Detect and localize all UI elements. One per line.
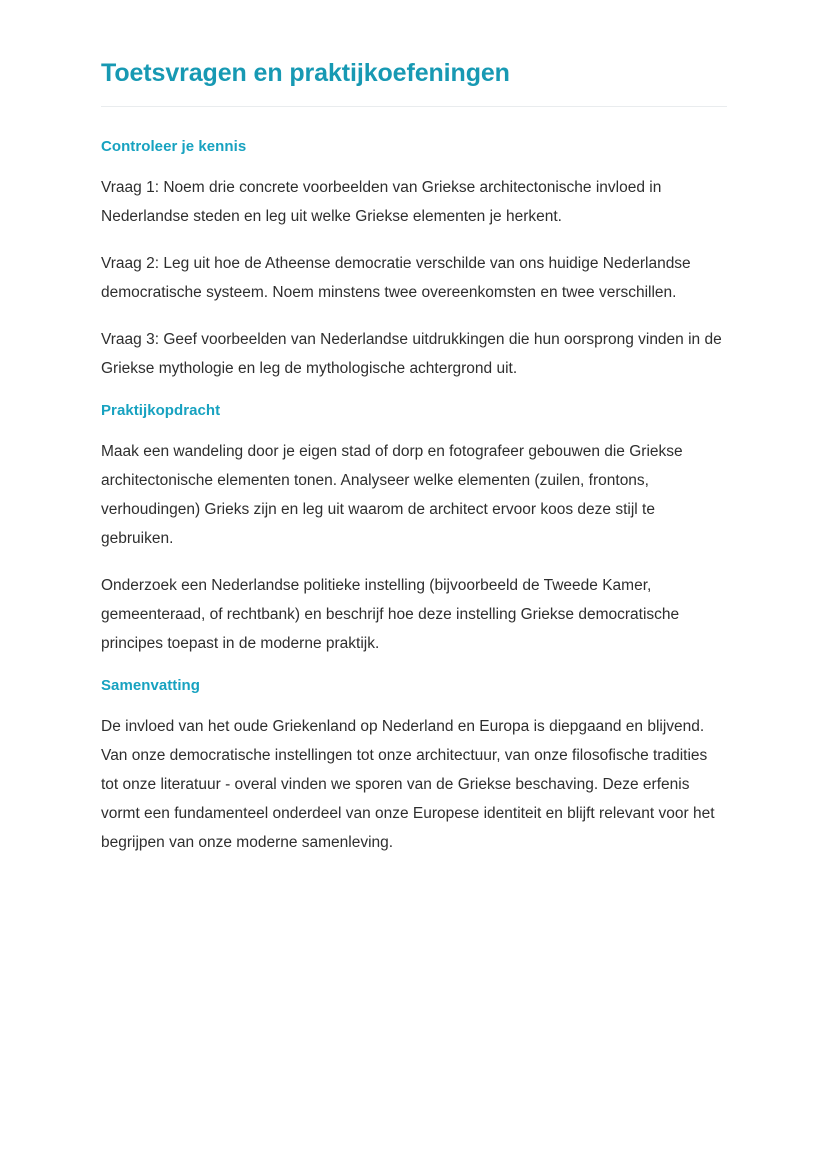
section-body xyxy=(101,437,727,658)
section-samenvatting xyxy=(101,676,727,857)
section-controleer-je-kennis xyxy=(101,137,727,383)
section-body xyxy=(101,173,727,383)
paragraph: Vraag 3: Geef voorbeelden van Nederlandse uitdrukkingen die hun oorsprong vinden in de Griekse mythologie en leg de mythologische achtergrond uit. xyxy=(101,331,722,377)
section-heading: Samenvatting xyxy=(101,677,200,694)
section-heading: Controleer je kennis xyxy=(101,138,247,155)
title-divider xyxy=(101,106,727,107)
paragraph: Vraag 1: Noem drie concrete voorbeelden van Griekse architectonische invloed in Nederlandse steden en leg uit welke Griekse elementen je herkent. xyxy=(101,179,662,225)
section-body xyxy=(101,712,727,857)
section-praktijkopdracht xyxy=(101,401,727,658)
paragraph: De invloed van het oude Griekenland op Nederland en Europa is diepgaand en blijvend. Van onze democratische instellingen tot onze architectuur, van onze filosofische tradities tot onze literatuur - overal vinden we sporen van de Griekse beschaving. Deze erfenis vormt een fundamenteel onderdeel van onze Europese identiteit en blijft relevant voor het begrijpen van onze moderne samenleving. xyxy=(101,718,715,851)
page-title: Toetsvragen en praktijkoefeningen xyxy=(101,59,510,87)
document-content xyxy=(101,56,727,857)
paragraph: Maak een wandeling door je eigen stad of dorp en fotografeer gebouwen die Griekse architectonische elementen tonen. Analyseer welke elementen (zuilen, frontons, verhoudingen) Grieks zijn en leg uit waarom de architect ervoor koos deze stijl te gebruiken. xyxy=(101,443,683,547)
paragraph: Vraag 2: Leg uit hoe de Atheense democratie verschilde van ons huidige Nederlandse democratische systeem. Noem minstens twee overeenkomsten en twee verschillen. xyxy=(101,255,691,301)
section-heading: Praktijkopdracht xyxy=(101,402,221,419)
paragraph: Onderzoek een Nederlandse politieke instelling (bijvoorbeeld de Tweede Kamer, gemeenteraad, of rechtbank) en beschrijf hoe deze instelling Griekse democratische principes toepast in de moderne praktijk. xyxy=(101,577,680,652)
